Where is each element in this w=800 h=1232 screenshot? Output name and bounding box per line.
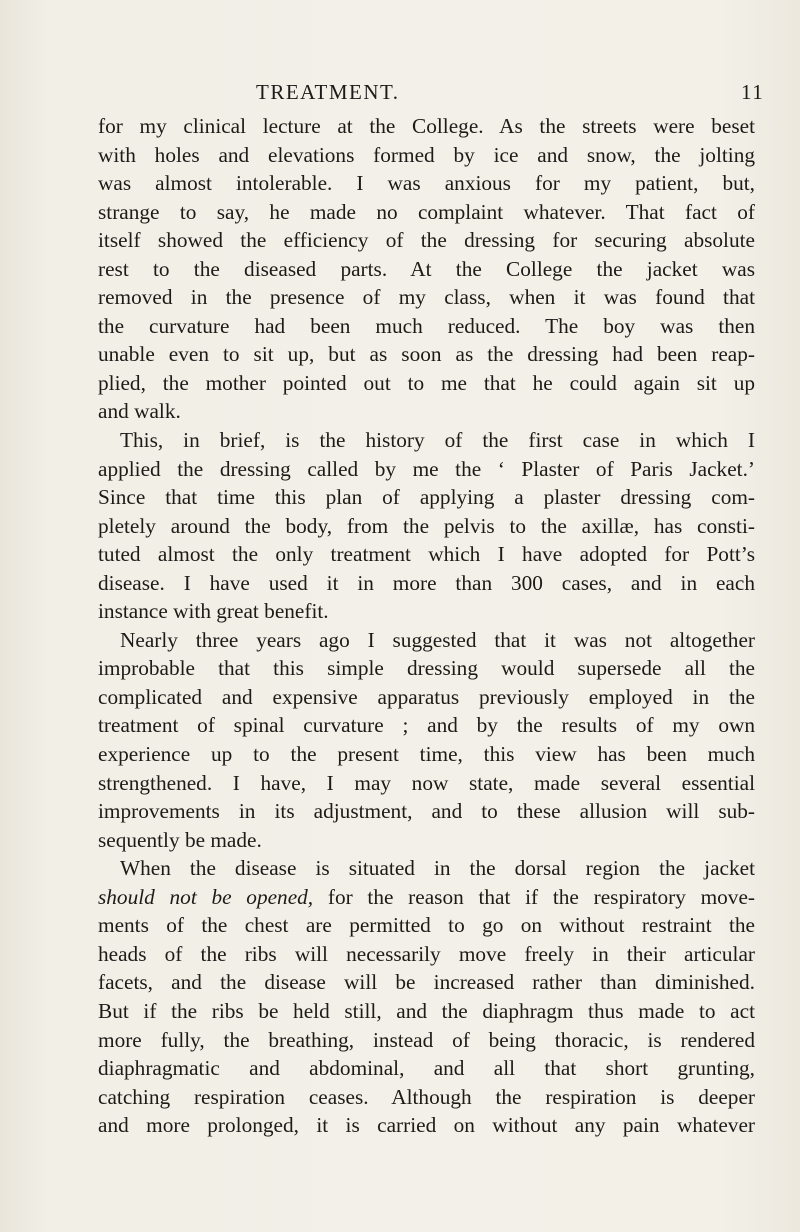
page-number: 11 <box>741 80 765 104</box>
text-line: But if the ribs be held still, and the diaphragm thus made to act <box>98 998 755 1023</box>
text-line: for my clinical lecture at the College. As the streets were beset <box>98 114 755 138</box>
text-line-with-emphasis <box>98 883 755 912</box>
text-line: itself showed the efficiency of the dressing for securing absolute <box>98 228 755 253</box>
running-title: TREATMENT. <box>256 80 400 104</box>
text-line: facets, and the disease will be increased rather than diminished. <box>98 970 755 995</box>
text-line: strange to say, he made no complaint whatever. That fact of <box>98 199 755 224</box>
text-line: pletely around the body, from the pelvis to the axillæ, has consti- <box>98 513 755 538</box>
text-line: and more prolonged, it is carried on without any pain whatever <box>98 1113 755 1138</box>
text-line: instance with great benefit. <box>98 599 329 624</box>
text-line: improvements in its adjustment, and to these allusion will sub- <box>98 799 755 824</box>
text-line: ments of the chest are permitted to go on without restraint the <box>98 913 755 938</box>
text-line: rest to the diseased parts. At the College the jacket was <box>98 256 755 281</box>
text-line: tuted almost the only treatment which I have adopted for Pott’s <box>98 542 755 567</box>
text-line: and walk. <box>98 399 181 424</box>
text-line: catching respiration ceases. Although the respiration is deeper <box>98 1084 755 1109</box>
text-line: applied the dressing called by me the ‘ Plaster of Paris Jacket.’ <box>98 456 755 481</box>
text-line: with holes and elevations formed by ice and snow, the jolting <box>98 142 755 167</box>
emphasis-text: should not be opened, <box>98 884 314 909</box>
text-line: removed in the presence of my class, when it was found that <box>98 285 755 310</box>
text-line: This, in brief, is the history of the first case in which I <box>120 428 755 453</box>
text-line: the curvature had been much reduced. The boy was then <box>98 313 755 338</box>
text-line: Nearly three years ago I suggested that it was not altogether <box>120 627 755 652</box>
text-line: improbable that this simple dressing would supersede all the <box>98 656 755 681</box>
body-text <box>98 112 755 1140</box>
text-line: When the disease is situated in the dorsal region the jacket <box>120 856 755 881</box>
text-line: more fully, the breathing, instead of being thoracic, is rendered <box>98 1027 755 1052</box>
text-line: treatment of spinal curvature ; and by the results of my own <box>98 713 755 738</box>
text-line: disease. I have used it in more than 300 cases, and in each <box>98 570 755 595</box>
text-line: sequently be made. <box>98 827 262 852</box>
text-line: experience up to the present time, this view has been much <box>98 742 755 767</box>
text-line: Since that time this plan of applying a plaster dressing com- <box>98 485 755 510</box>
text-fragment: for the reason that if the respiratory move- <box>327 884 755 909</box>
text-line: strengthened. I have, I may now state, made several essential <box>98 770 755 795</box>
text-line: heads of the ribs will necessarily move freely in their articular <box>98 941 755 966</box>
text-line: plied, the mother pointed out to me that he could again sit up <box>98 370 755 395</box>
text-line: diaphragmatic and abdominal, and all that short grunting, <box>98 1056 755 1081</box>
text-line: was almost intolerable. I was anxious for my patient, but, <box>98 171 755 196</box>
text-line: complicated and expensive apparatus previously employed in the <box>98 684 755 709</box>
text-line: unable even to sit up, but as soon as the dressing had been reap- <box>98 342 755 367</box>
running-head <box>0 80 800 104</box>
